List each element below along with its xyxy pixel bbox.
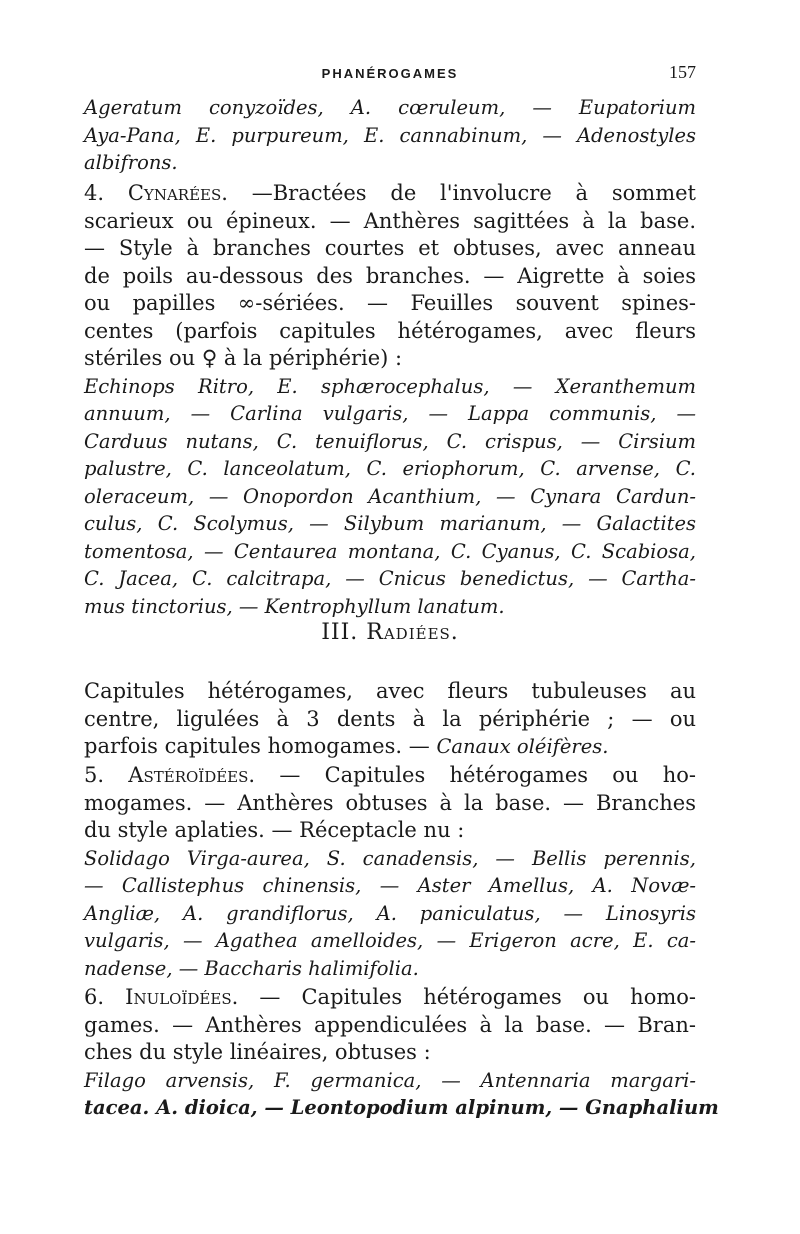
section-text: —Bractées de l'involucre à sommet xyxy=(251,181,696,205)
species-line: Angliæ, A. grandiflorus, A. paniculatus, — Linosyris xyxy=(84,901,696,925)
species-line: tomentosa, — Centaurea montana, C. Cyanus, C. Scabiosa, xyxy=(84,539,696,563)
species-line: Solidago Virga-aurea, S. canadensis, — Bellis perennis, xyxy=(84,846,696,870)
species-line: nadense, — Baccharis halimifolia. xyxy=(84,956,419,980)
species-line: albifrons. xyxy=(84,151,178,174)
body-line: games. — Anthères appendiculées à la base. — Bran- xyxy=(84,1012,696,1037)
species-line: Filago arvensis, F. germanica, — Antennaria margari- xyxy=(84,1068,696,1092)
body-line: — Style à branches courtes et obtuses, avec anneau xyxy=(84,236,696,260)
heading-number: III. xyxy=(321,620,359,645)
species-line: Carduus nutans, C. tenuiflorus, C. crispus, — Cirsium xyxy=(84,429,696,453)
species-line: annuum, — Carlina vulgaris, — Lappa communis, — xyxy=(84,402,696,425)
body-line xyxy=(84,733,696,761)
section-text: — Capitules hétérogames ou homo- xyxy=(259,985,696,1009)
italic-note: Canaux oléifères. xyxy=(436,735,609,758)
section-number: 6. xyxy=(84,985,105,1009)
section-number: 5. xyxy=(84,763,105,787)
section-first-line xyxy=(84,180,696,208)
body-line: centre, ligulées à 3 dents à la périphérie ; — ou xyxy=(84,706,696,731)
eupatoriee-species-list xyxy=(84,94,696,177)
section-title: Cynarées. xyxy=(127,181,228,205)
page-number: 157 xyxy=(669,62,696,82)
species-line: C. Jacea, C. calcitrapa, — Cnicus benedictus, — Cartha- xyxy=(84,567,696,590)
body-line: de poils au-dessous des branches. — Aigrette à soies xyxy=(84,263,696,288)
section-text: — Capitules hétérogames ou ho- xyxy=(279,763,696,787)
species-line: oleraceum, — Onopordon Acanthium, — Cynara Cardun- xyxy=(84,484,696,508)
radiees-intro xyxy=(84,678,696,761)
species-line: Ageratum conyzoïdes, A. cœruleum, — Eupatorium xyxy=(84,96,696,119)
body-line: du style aplaties. — Réceptacle nu : xyxy=(84,818,465,842)
species-line: mus tinctorius, — Kentrophyllum lanatum. xyxy=(84,594,505,618)
body-line: stériles ou ♀ à la périphérie) : xyxy=(84,346,403,370)
species-line: vulgaris, — Agathea amelloides, — Erigeron acre, E. ca- xyxy=(84,929,696,952)
section-inuloidees xyxy=(84,984,719,1122)
species-line: Echinops Ritro, E. sphærocephalus, — Xeranthemum xyxy=(84,374,696,398)
section-title: Astéroïdées. xyxy=(128,763,256,787)
running-head xyxy=(84,62,696,86)
species-line: — Callistephus chinensis, — Aster Amellus, A. Novæ- xyxy=(84,874,696,897)
chapter-heading xyxy=(84,620,696,645)
species-line: Aya-Pana, E. purpureum, E. cannabinum, — Adenostyles xyxy=(84,123,696,147)
section-cynarees xyxy=(84,180,696,620)
section-number: 4. xyxy=(84,181,105,205)
section-first-line xyxy=(84,762,696,790)
species-line: palustre, C. lanceolatum, C. eriophorum, C. arvense, C. xyxy=(84,457,696,480)
body-line: mogames. — Anthères obtuses à la base. — Branches xyxy=(84,790,696,815)
heading-title: Radiées. xyxy=(366,620,459,645)
body-line: Capitules hétérogames, avec fleurs tubuleuses au xyxy=(84,679,696,703)
body-line: scarieux ou épineux. — Anthères sagittées à la base. xyxy=(84,208,696,233)
body-line: ches du style linéaires, obtuses : xyxy=(84,1040,431,1064)
species-line: tacea. A. dioica, — Leontopodium alpinum, — Gnaphalium xyxy=(84,1096,719,1119)
body-line: centes (parfois capitules hétérogames, avec fleurs xyxy=(84,318,696,343)
species-line: culus, C. Scolymus, — Silybum marianum, — Galactites xyxy=(84,512,696,535)
section-title: Inuloïdées. xyxy=(125,985,239,1009)
section-first-line xyxy=(84,984,696,1012)
body-text: parfois capitules homogames. — xyxy=(84,734,430,758)
body-line: ou papilles ∞-sériées. — Feuilles souvent spines- xyxy=(84,291,696,315)
section-asteroidees xyxy=(84,762,696,982)
running-title: PHANÉROGAMES xyxy=(321,66,459,81)
